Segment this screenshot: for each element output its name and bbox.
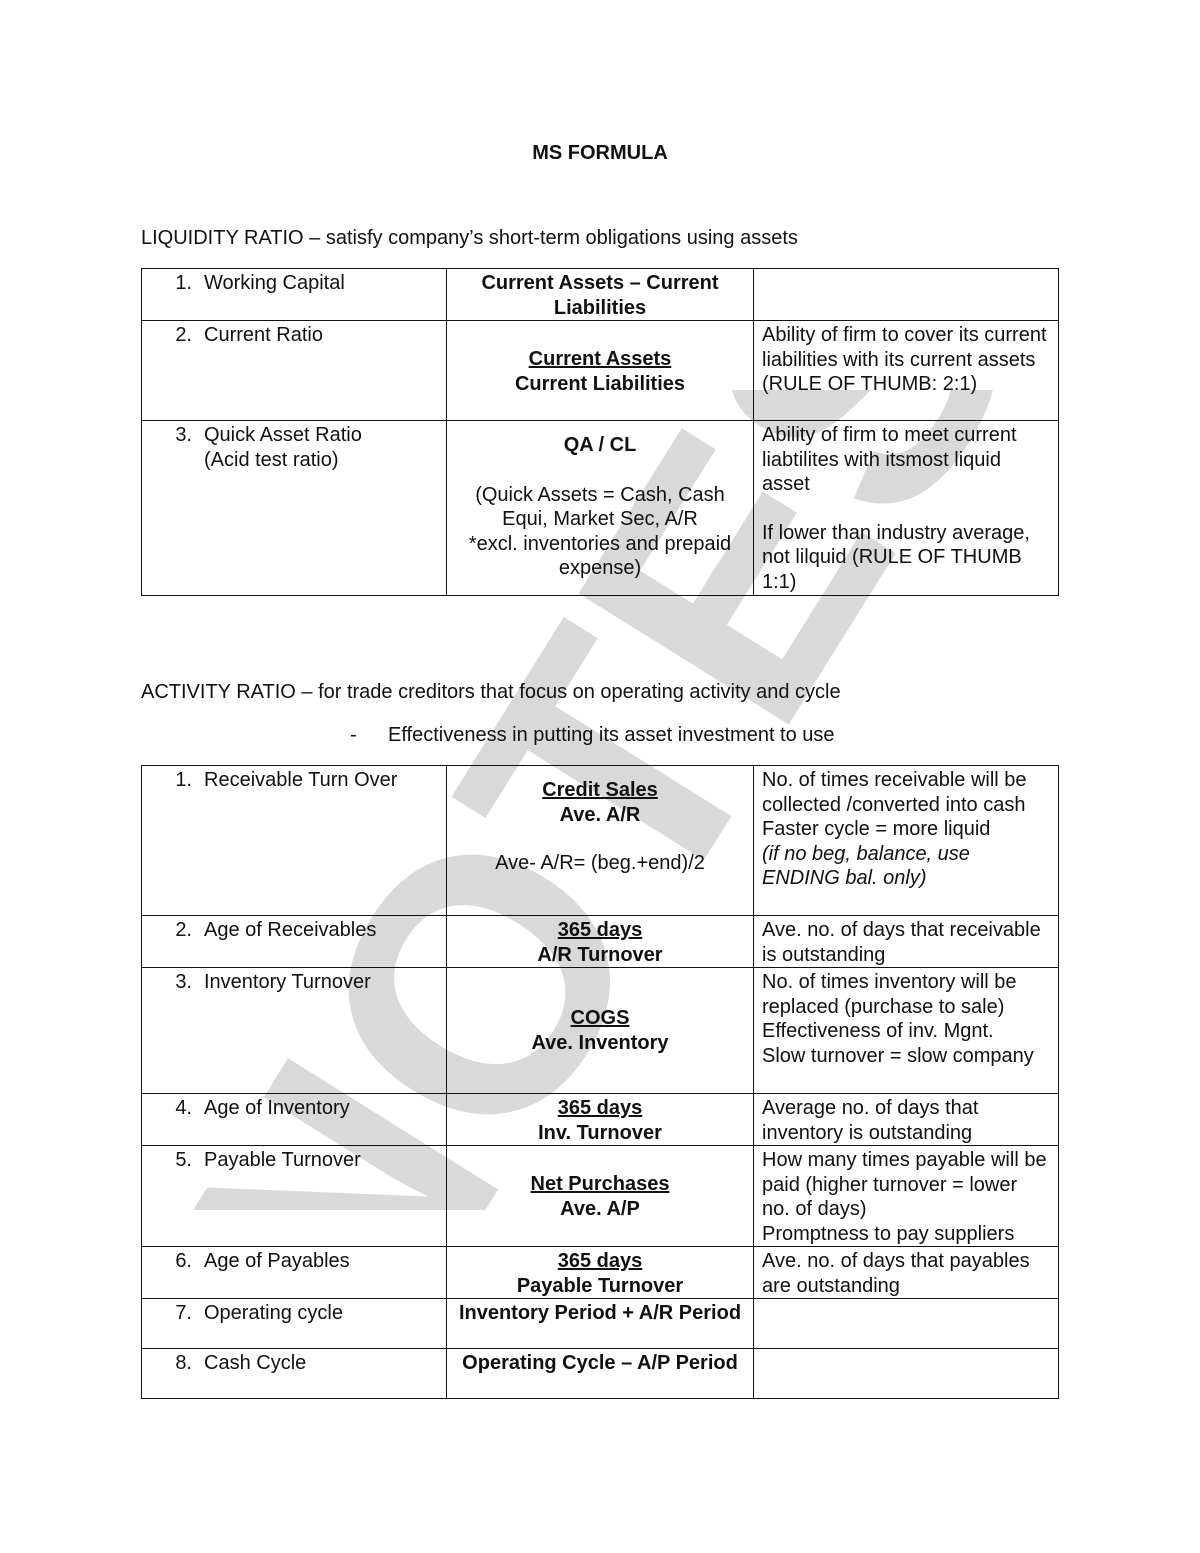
- ratio-name: Receivable Turn Over: [204, 769, 398, 791]
- formula-denominator: Ave. Inventory: [531, 1031, 669, 1054]
- ratio-description-note: (if no beg, balance, use ENDING bal. only): [762, 842, 970, 889]
- ratio-name: Age of Inventory: [204, 1097, 350, 1119]
- table-row: [142, 766, 1059, 916]
- ratio-description: How many times payable will be paid (higher turnover = lower no. of days): [762, 1149, 1047, 1220]
- table-row: [142, 968, 1059, 1094]
- formula-note: (Quick Assets = Cash, Cash Equi, Market Sec, A/R: [475, 483, 725, 530]
- liquidity-table: [141, 268, 1059, 596]
- formula-note: *excl. inventories and prepaid expense): [468, 532, 732, 579]
- table-row: [142, 916, 1059, 968]
- formula-numerator: Credit Sales: [542, 779, 658, 801]
- ratio-formula: Operating Cycle – A/P Period: [447, 1349, 754, 1399]
- ratio-name: Cash Cycle: [204, 1352, 307, 1374]
- ratio-description-line: Promptness to pay suppliers: [762, 1222, 1015, 1245]
- formula-numerator: 365 days: [557, 1250, 643, 1272]
- formula-denominator: Ave. A/P: [560, 1197, 640, 1220]
- formula-note: Ave- A/R= (beg.+end)/2: [495, 852, 705, 874]
- ratio-description-line: Slow turnover = slow company: [762, 1044, 1034, 1067]
- ratio-description: No. of times inventory will be replaced (purchase to sale): [762, 971, 1017, 1018]
- formula-denominator: Payable Turnover: [516, 1274, 684, 1297]
- ratio-description: Average no. of days that inventory is outstanding: [754, 1094, 1059, 1146]
- ratio-description: [754, 1299, 1059, 1349]
- row-number: 1.: [175, 769, 192, 791]
- formula-numerator: Net Purchases: [530, 1173, 670, 1195]
- ratio-formula: Inventory Period + A/R Period: [447, 1299, 754, 1349]
- row-number: 3.: [175, 424, 192, 446]
- row-number: 8.: [175, 1352, 192, 1374]
- ratio-formula: QA / CL: [563, 434, 637, 456]
- ratio-description: [754, 1349, 1059, 1399]
- ratio-name: Quick Asset Ratio: [204, 424, 362, 446]
- activity-heading: ACTIVITY RATIO – for trade creditors that focus on operating activity and cycle: [141, 681, 841, 703]
- formula-numerator: 365 days: [557, 919, 643, 941]
- ratio-name: Current Ratio: [204, 324, 323, 346]
- table-row: [142, 1247, 1059, 1299]
- table-row: [142, 1349, 1059, 1399]
- subpoint-text: Effectiveness in putting its asset investment to use: [388, 724, 835, 746]
- formula-denominator: Ave. A/R: [559, 803, 641, 826]
- table-row: [142, 321, 1059, 421]
- bullet-dash: -: [350, 724, 357, 746]
- row-number: 2.: [175, 324, 192, 346]
- row-number: 3.: [175, 971, 192, 993]
- row-number: 4.: [175, 1097, 192, 1119]
- ratio-description: [754, 269, 1059, 321]
- row-number: 7.: [175, 1302, 192, 1324]
- ratio-description: Ability of firm to meet current liabtilites with itsmost liquid asset: [762, 424, 1017, 495]
- formula-numerator: COGS: [570, 1007, 630, 1029]
- formula-denominator: Current Liabilities: [514, 372, 686, 395]
- activity-subpoint: [350, 724, 835, 747]
- formula-numerator: 365 days: [557, 1097, 643, 1119]
- row-number: 2.: [175, 919, 192, 941]
- activity-table: [141, 765, 1059, 1399]
- ratio-name: Operating cycle: [204, 1302, 343, 1324]
- table-row: [142, 421, 1059, 596]
- ratio-alt-name: (Acid test ratio): [204, 448, 339, 471]
- row-number: 1.: [175, 272, 192, 294]
- ratio-name: Working Capital: [204, 272, 345, 294]
- ratio-name: Age of Receivables: [204, 919, 377, 941]
- formula-denominator: A/R Turnover: [537, 943, 663, 966]
- table-row: [142, 1146, 1059, 1247]
- ratio-description-line: Faster cycle = more liquid: [762, 818, 991, 840]
- ratio-description: Ave. no. of days that payables are outstanding: [754, 1247, 1059, 1299]
- ratio-description: Ability of firm to cover its current liabilities with its current assets (RULE OF THUMB: 2:1): [754, 321, 1059, 421]
- ratio-description-line: Effectiveness of inv. Mgnt.: [762, 1020, 994, 1042]
- row-number: 5.: [175, 1149, 192, 1171]
- table-row: [142, 1299, 1059, 1349]
- ratio-formula: Current Assets – Current Liabilities: [447, 269, 754, 321]
- table-row: [142, 1094, 1059, 1146]
- table-row: [142, 269, 1059, 321]
- formula-numerator: Current Assets: [528, 348, 672, 370]
- liquidity-heading: LIQUIDITY RATIO – satisfy company’s short-term obligations using assets: [141, 227, 798, 249]
- ratio-description: No. of times receivable will be collected /converted into cash: [762, 769, 1027, 816]
- ratio-description: Ave. no. of days that receivable is outstanding: [754, 916, 1059, 968]
- svg-text:NOTES: NOTES: [190, 390, 1010, 1210]
- formula-denominator: Inv. Turnover: [538, 1121, 662, 1144]
- row-number: 6.: [175, 1250, 192, 1272]
- ratio-description-note: If lower than industry average, not lilquid (RULE OF THUMB 1:1): [762, 521, 1030, 593]
- ratio-name: Inventory Turnover: [204, 971, 371, 993]
- ratio-name: Payable Turnover: [204, 1149, 361, 1171]
- document-title: MS FORMULA: [532, 142, 668, 164]
- ratio-name: Age of Payables: [204, 1250, 350, 1272]
